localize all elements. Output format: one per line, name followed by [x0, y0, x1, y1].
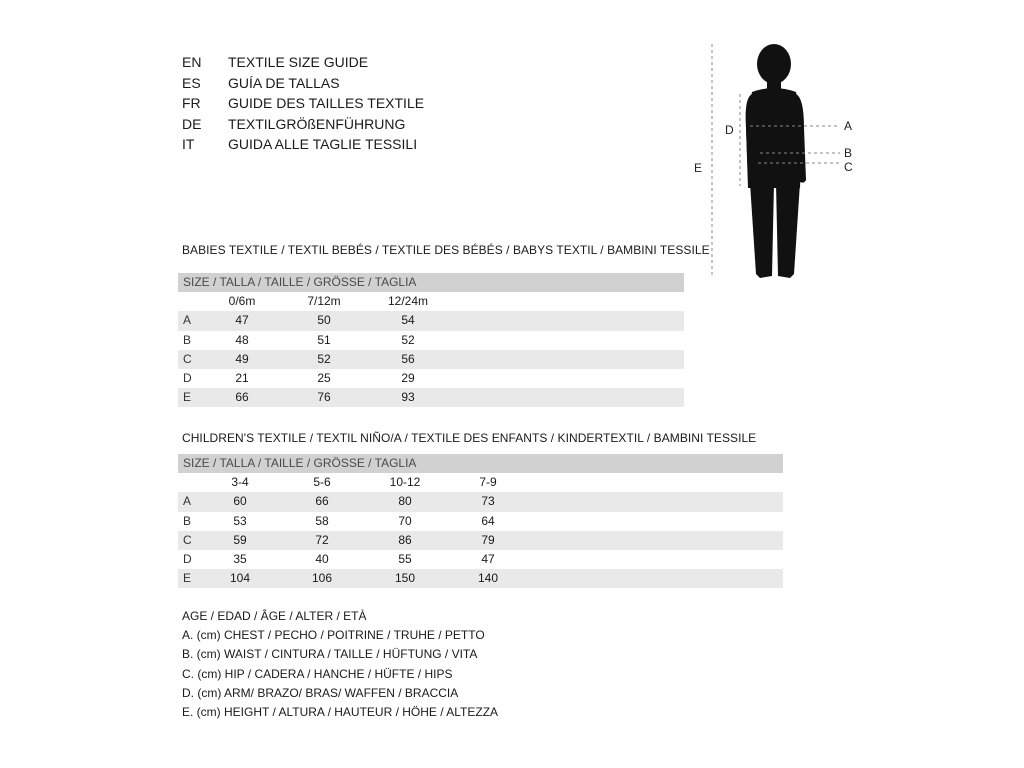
table-cell: 66: [235, 390, 249, 405]
row-label: C: [183, 532, 192, 547]
table-row: [178, 492, 783, 511]
size-label: 3-4: [231, 475, 249, 490]
table-cell: 53: [233, 513, 247, 528]
guide-title: GUIDE DES TAILLES TEXTILE: [228, 95, 425, 111]
header-row-it: [182, 134, 424, 155]
legend-line: AGE / EDAD / ÂGE / ALTER / ETÀ: [182, 609, 367, 623]
table-cell: 80: [398, 494, 412, 509]
table-cell: 58: [315, 513, 329, 528]
table-cell: 47: [481, 551, 495, 566]
label-c: C: [844, 160, 853, 174]
table-cell: 64: [481, 513, 495, 528]
language-header: [182, 52, 424, 155]
table-cell: 104: [229, 571, 251, 586]
language-code: FR: [182, 95, 201, 111]
language-code: EN: [182, 54, 202, 70]
legend-line: E. (cm) HEIGHT / ALTURA / HAUTEUR / HÖHE / ALTEZZA: [182, 704, 499, 719]
table-cell: 47: [235, 313, 249, 328]
table-row: [178, 531, 783, 550]
label-b: B: [844, 146, 853, 160]
table-cell: 50: [317, 313, 331, 328]
row-label: E: [183, 571, 192, 586]
table-cell: 56: [401, 351, 415, 366]
children-section-title: CHILDREN'S TEXTILE / TEXTIL NIÑO/A / TEXTILE DES ENFANTS / KINDERTEXTIL / BAMBINI TESSILE: [182, 431, 757, 445]
header-row-es: [182, 73, 424, 94]
language-code: IT: [182, 136, 195, 152]
table-cell: 93: [401, 390, 415, 405]
table-cell: 35: [233, 551, 247, 566]
table-cell: 48: [235, 332, 249, 347]
babies-section-title: BABIES TEXTILE / TEXTIL BEBÉS / TEXTILE DES BÉBÉS / BABYS TEXTIL / BAMBINI TESSILE: [182, 243, 710, 257]
table-cell: 60: [233, 494, 247, 509]
guide-title: TEXTILGRÖßENFÜHRUNG: [228, 115, 406, 132]
child-silhouette: [746, 44, 806, 278]
row-label: C: [183, 351, 192, 366]
guide-title: GUÍA DE TALLAS: [228, 74, 340, 91]
legend-line: C. (cm) HIP / CADERA / HANCHE / HÜFTE / HIPS: [182, 666, 453, 681]
table-cell: 79: [481, 532, 495, 547]
size-header-band: SIZE / TALLA / TAILLE / GRÖSSE / TAGLIA: [178, 273, 684, 292]
row-label: B: [183, 513, 192, 528]
header-row-en: [182, 52, 424, 73]
table-cell: 76: [317, 390, 331, 405]
table-row: [178, 311, 684, 330]
table-row: [178, 550, 783, 569]
table-cell: 150: [394, 571, 416, 586]
table-row: [178, 369, 684, 388]
label-d: D: [725, 123, 734, 137]
table-cell: 55: [398, 551, 412, 566]
guide-title: TEXTILE SIZE GUIDE: [228, 54, 369, 70]
row-label: B: [183, 332, 192, 347]
table-cell: 54: [401, 313, 415, 328]
table-cell: 86: [398, 532, 412, 547]
child-measurement-figure: [690, 38, 870, 288]
table-row: [178, 350, 684, 369]
table-row: [178, 388, 684, 407]
size-label: 7-9: [479, 475, 497, 490]
table-cell: 25: [317, 370, 331, 385]
table-row: [178, 331, 684, 350]
row-label: A: [183, 494, 192, 509]
table-cell: 73: [481, 494, 495, 509]
table-cell: 52: [317, 351, 331, 366]
header-row-fr: [182, 93, 424, 114]
table-row: [178, 512, 783, 531]
row-label: D: [183, 370, 192, 385]
size-label: 12/24m: [388, 294, 429, 309]
children-size-table: [178, 454, 783, 588]
row-label: E: [183, 390, 192, 405]
label-a: A: [844, 119, 853, 133]
table-cell: 106: [311, 571, 333, 586]
size-label: 5-6: [313, 475, 331, 490]
table-row: [178, 569, 783, 588]
table-cell: 49: [235, 351, 249, 366]
header-row-de: [182, 114, 424, 135]
table-cell: 40: [315, 551, 329, 566]
size-header-band: SIZE / TALLA / TAILLE / GRÖSSE / TAGLIA: [178, 454, 783, 473]
table-cell: 52: [401, 332, 415, 347]
size-label: 0/6m: [228, 294, 256, 309]
size-columns-row: [178, 473, 783, 492]
size-label: 7/12m: [307, 294, 341, 309]
legend-line: B. (cm) WAIST / CINTURA / TAILLE / HÜFTUNG / VITA: [182, 647, 478, 662]
legend-line: D. (cm) ARM/ BRAZO/ BRAS/ WAFFEN / BRACCIA: [182, 685, 459, 700]
size-label: 10-12: [389, 475, 421, 490]
table-cell: 51: [317, 332, 331, 347]
measurement-legend: [182, 607, 498, 722]
size-columns-row: [178, 292, 684, 311]
language-code: DE: [182, 115, 202, 132]
table-cell: 21: [235, 370, 249, 385]
legend-line: A. (cm) CHEST / PECHO / POITRINE / TRUHE / PETTO: [182, 628, 485, 643]
table-cell: 66: [315, 494, 329, 509]
row-label: D: [183, 551, 192, 566]
row-label: A: [183, 313, 192, 328]
babies-size-table: [178, 273, 684, 407]
label-e: E: [694, 161, 703, 175]
table-cell: 59: [233, 532, 247, 547]
table-cell: 140: [477, 571, 499, 586]
table-cell: 29: [401, 370, 415, 385]
table-cell: 70: [398, 513, 412, 528]
table-cell: 72: [315, 532, 329, 547]
guide-title: GUIDA ALLE TAGLIE TESSILI: [228, 136, 418, 152]
language-code: ES: [182, 74, 201, 91]
